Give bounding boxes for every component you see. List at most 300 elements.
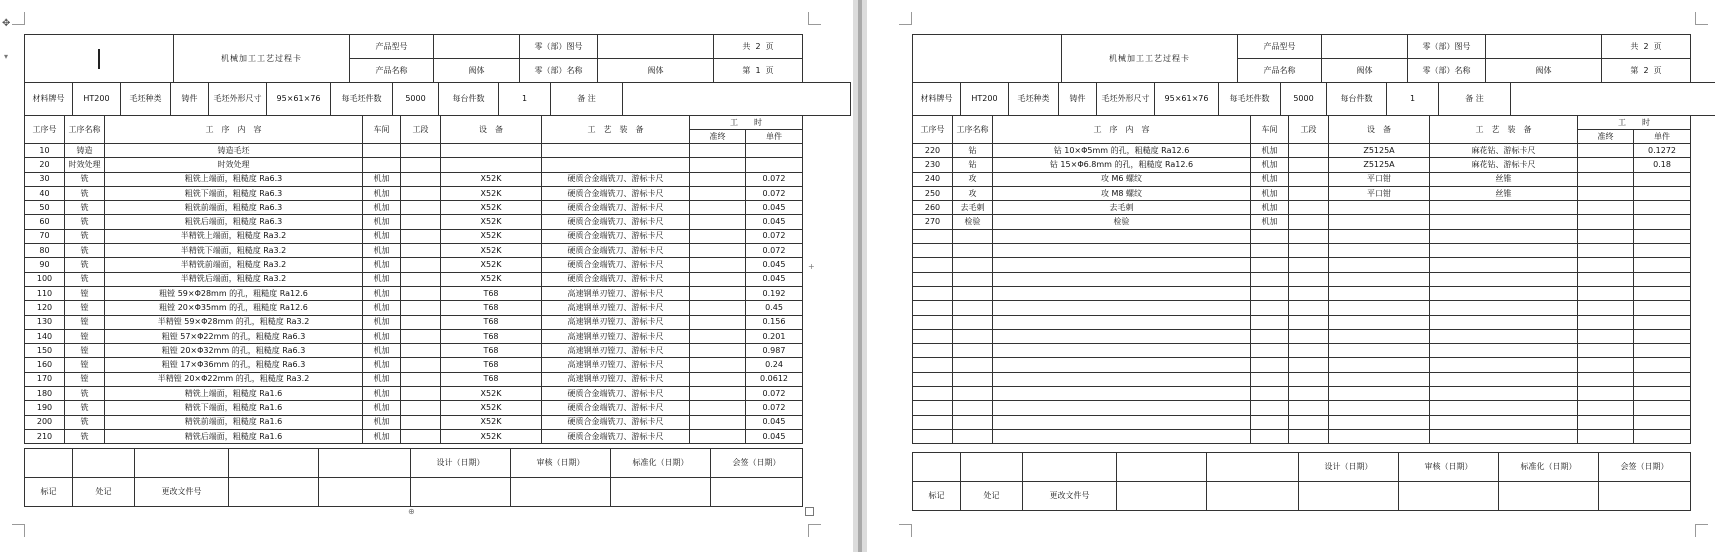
workshop-cell[interactable] [1251,344,1289,358]
blank-size-value[interactable]: 95×61×76 [267,83,331,116]
unit-time-cell[interactable] [1634,429,1691,443]
equipment-cell[interactable] [1329,315,1430,329]
prep-time-cell[interactable] [1578,258,1634,272]
tooling-cell[interactable]: 硬质合金端铣刀、游标卡尺 [542,272,690,286]
section-cell[interactable] [401,344,441,358]
op-content-cell[interactable]: 粗镗 57×Φ22mm 的孔，粗糙度 Ra6.3 [105,329,363,343]
op-name-cell[interactable]: 铣 [65,401,105,415]
op-no-cell[interactable]: 40 [25,186,65,200]
prep-time-cell[interactable] [690,329,746,343]
equipment-cell[interactable] [1329,387,1430,401]
section-cell[interactable] [1289,315,1329,329]
op-no-cell[interactable]: 200 [25,415,65,429]
workshop-cell[interactable] [1251,244,1289,258]
workshop-cell[interactable]: 机加 [363,415,401,429]
op-name-cell[interactable] [953,387,993,401]
logo-cell[interactable] [25,35,174,83]
op-name-cell[interactable]: 铣 [65,415,105,429]
workshop-cell[interactable] [1251,429,1289,443]
prep-time-cell[interactable] [1578,201,1634,215]
op-no-cell[interactable]: 180 [25,387,65,401]
insert-row-icon[interactable]: ⊕ [408,507,415,516]
op-content-cell[interactable]: 半精铣下端面，粗糙度 Ra3.2 [105,244,363,258]
equipment-cell[interactable]: T68 [441,329,542,343]
op-no-cell[interactable] [913,358,953,372]
section-cell[interactable] [1289,215,1329,229]
blank-type-value[interactable]: 铸件 [1059,83,1097,116]
prep-time-cell[interactable] [690,158,746,172]
equipment-cell[interactable] [1329,215,1430,229]
op-no-cell[interactable] [913,344,953,358]
sign-cell[interactable] [411,478,511,507]
sign-cell[interactable] [1299,482,1399,511]
tooling-cell[interactable]: 硬质合金端铣刀、游标卡尺 [542,244,690,258]
op-no-cell[interactable] [913,244,953,258]
workshop-cell[interactable]: 机加 [363,372,401,386]
workshop-cell[interactable] [1251,315,1289,329]
section-cell[interactable] [1289,329,1329,343]
workshop-cell[interactable] [1251,401,1289,415]
op-content-cell[interactable] [993,315,1251,329]
equipment-cell[interactable]: X52K [441,272,542,286]
op-name-cell[interactable]: 铸造 [65,144,105,158]
tooling-cell[interactable] [542,144,690,158]
op-name-cell[interactable]: 镗 [65,329,105,343]
tooling-cell[interactable] [1430,272,1578,286]
equipment-cell[interactable]: Z5125A [1329,158,1430,172]
prep-time-cell[interactable] [1578,229,1634,243]
unit-time-cell[interactable]: 0.072 [746,229,803,243]
section-cell[interactable] [401,329,441,343]
op-content-cell[interactable] [993,229,1251,243]
prep-time-cell[interactable] [690,401,746,415]
op-content-cell[interactable] [993,429,1251,443]
workshop-cell[interactable]: 机加 [363,315,401,329]
section-cell[interactable] [401,301,441,315]
equipment-cell[interactable] [1329,258,1430,272]
op-name-cell[interactable] [953,229,993,243]
section-cell[interactable] [401,401,441,415]
equipment-cell[interactable] [441,158,542,172]
pieces-per-blank-value[interactable]: 5000 [393,83,439,116]
table-resize-handle[interactable] [805,507,814,516]
prep-time-cell[interactable] [690,429,746,443]
tooling-cell[interactable]: 高速钢单刃镗刀、游标卡尺 [542,315,690,329]
prep-time-cell[interactable] [1578,372,1634,386]
tooling-cell[interactable] [1430,372,1578,386]
sign-cell[interactable] [1207,482,1299,511]
prep-time-cell[interactable] [690,315,746,329]
tooling-cell[interactable]: 麻花钻、游标卡尺 [1430,158,1578,172]
tooling-cell[interactable] [1430,215,1578,229]
equipment-cell[interactable] [1329,372,1430,386]
equipment-cell[interactable] [1329,358,1430,372]
tooling-cell[interactable] [1430,258,1578,272]
workshop-cell[interactable] [1251,329,1289,343]
prep-time-cell[interactable] [690,144,746,158]
op-name-cell[interactable]: 铣 [65,186,105,200]
sign-cell[interactable] [1207,453,1299,482]
op-no-cell[interactable]: 130 [25,315,65,329]
op-name-cell[interactable]: 铣 [65,387,105,401]
workshop-cell[interactable]: 机加 [363,244,401,258]
workshop-cell[interactable] [1251,229,1289,243]
workshop-cell[interactable]: 机加 [1251,158,1289,172]
op-content-cell[interactable]: 精铣下端面，粗糙度 Ra1.6 [105,401,363,415]
op-name-cell[interactable]: 检验 [953,215,993,229]
op-no-cell[interactable] [913,286,953,300]
unit-time-cell[interactable]: 0.1272 [1634,144,1691,158]
equipment-cell[interactable] [1329,344,1430,358]
op-name-cell[interactable] [953,244,993,258]
logo-cell[interactable] [913,35,1062,83]
op-content-cell[interactable]: 铸造毛坯 [105,144,363,158]
op-name-cell[interactable]: 攻 [953,186,993,200]
equipment-cell[interactable]: 平口钳 [1329,186,1430,200]
workshop-cell[interactable] [363,144,401,158]
workshop-cell[interactable]: 机加 [363,186,401,200]
prep-time-cell[interactable] [690,186,746,200]
part-name-value[interactable]: 阀体 [598,59,714,83]
op-no-cell[interactable]: 260 [913,201,953,215]
equipment-cell[interactable]: T68 [441,301,542,315]
section-cell[interactable] [401,201,441,215]
unit-time-cell[interactable]: 0.045 [746,415,803,429]
prep-time-cell[interactable] [690,301,746,315]
tooling-cell[interactable]: 硬质合金端铣刀、游标卡尺 [542,401,690,415]
blank-type-value[interactable]: 铸件 [171,83,209,116]
equipment-cell[interactable]: X52K [441,172,542,186]
equipment-cell[interactable]: T68 [441,372,542,386]
unit-time-cell[interactable] [1634,372,1691,386]
sign-cell[interactable] [229,478,319,507]
op-content-cell[interactable]: 半精镗 20×Φ22mm 的孔，粗糙度 Ra3.2 [105,372,363,386]
tooling-cell[interactable] [542,158,690,172]
equipment-cell[interactable] [1329,229,1430,243]
section-cell[interactable] [401,387,441,401]
sign-cell[interactable] [135,449,229,478]
section-cell[interactable] [1289,158,1329,172]
equipment-cell[interactable] [1329,201,1430,215]
op-content-cell[interactable] [993,358,1251,372]
workshop-cell[interactable] [1251,258,1289,272]
tooling-cell[interactable] [1430,229,1578,243]
sign-cell[interactable] [1499,482,1599,511]
op-no-cell[interactable]: 190 [25,401,65,415]
tooling-cell[interactable]: 硬质合金端铣刀、游标卡尺 [542,215,690,229]
op-content-cell[interactable]: 时效处理 [105,158,363,172]
unit-time-cell[interactable] [1634,387,1691,401]
op-no-cell[interactable] [913,301,953,315]
op-name-cell[interactable] [953,301,993,315]
prep-time-cell[interactable] [690,229,746,243]
op-name-cell[interactable]: 钻 [953,158,993,172]
section-cell[interactable] [1289,415,1329,429]
op-content-cell[interactable]: 半精铣前端面，粗糙度 Ra3.2 [105,258,363,272]
op-content-cell[interactable] [993,258,1251,272]
unit-time-cell[interactable]: 0.072 [746,186,803,200]
unit-time-cell[interactable] [746,144,803,158]
op-name-cell[interactable]: 镗 [65,372,105,386]
tooling-cell[interactable]: 高速钢单刃镗刀、游标卡尺 [542,372,690,386]
section-cell[interactable] [1289,358,1329,372]
workshop-cell[interactable]: 机加 [1251,215,1289,229]
workshop-cell[interactable]: 机加 [363,215,401,229]
equipment-cell[interactable]: X52K [441,429,542,443]
unit-time-cell[interactable] [1634,358,1691,372]
unit-time-cell[interactable] [1634,272,1691,286]
unit-time-cell[interactable] [1634,401,1691,415]
prep-time-cell[interactable] [690,358,746,372]
equipment-cell[interactable]: X52K [441,244,542,258]
op-no-cell[interactable]: 100 [25,272,65,286]
section-cell[interactable] [401,372,441,386]
tooling-cell[interactable] [1430,201,1578,215]
section-cell[interactable] [1289,201,1329,215]
workshop-cell[interactable]: 机加 [363,401,401,415]
section-cell[interactable] [1289,286,1329,300]
unit-time-cell[interactable] [1634,186,1691,200]
workshop-cell[interactable] [1251,415,1289,429]
pieces-per-blank-value[interactable]: 5000 [1281,83,1327,116]
op-content-cell[interactable]: 钻 15×Φ6.8mm 的孔，粗糙度 Ra12.6 [993,158,1251,172]
tooling-cell[interactable]: 硬质合金端铣刀、游标卡尺 [542,201,690,215]
op-no-cell[interactable]: 70 [25,229,65,243]
op-content-cell[interactable] [993,272,1251,286]
section-cell[interactable] [1289,229,1329,243]
prep-time-cell[interactable] [1578,186,1634,200]
op-name-cell[interactable]: 铣 [65,201,105,215]
unit-time-cell[interactable] [1634,344,1691,358]
op-name-cell[interactable]: 铣 [65,172,105,186]
section-cell[interactable] [1289,387,1329,401]
unit-time-cell[interactable] [1634,258,1691,272]
part-name-value[interactable]: 阀体 [1486,59,1602,83]
workshop-cell[interactable]: 机加 [363,172,401,186]
workshop-cell[interactable]: 机加 [1251,144,1289,158]
section-cell[interactable] [401,272,441,286]
tooling-cell[interactable] [1430,244,1578,258]
unit-time-cell[interactable] [1634,201,1691,215]
section-cell[interactable] [1289,372,1329,386]
sign-cell[interactable] [511,478,611,507]
unit-time-cell[interactable]: 0.24 [746,358,803,372]
section-cell[interactable] [401,229,441,243]
equipment-cell[interactable] [1329,244,1430,258]
op-content-cell[interactable] [993,372,1251,386]
op-name-cell[interactable] [953,372,993,386]
op-content-cell[interactable]: 攻 M6 螺纹 [993,172,1251,186]
unit-time-cell[interactable] [1634,415,1691,429]
equipment-cell[interactable]: X52K [441,186,542,200]
op-content-cell[interactable]: 半精铣上端面，粗糙度 Ra3.2 [105,229,363,243]
op-name-cell[interactable]: 铣 [65,429,105,443]
op-name-cell[interactable] [953,272,993,286]
prep-time-cell[interactable] [1578,429,1634,443]
equipment-cell[interactable]: T68 [441,286,542,300]
prep-time-cell[interactable] [690,372,746,386]
tooling-cell[interactable]: 硬质合金端铣刀、游标卡尺 [542,429,690,443]
prep-time-cell[interactable] [1578,301,1634,315]
op-name-cell[interactable]: 铣 [65,258,105,272]
unit-time-cell[interactable]: 0.045 [746,258,803,272]
workshop-cell[interactable]: 机加 [363,286,401,300]
op-no-cell[interactable]: 60 [25,215,65,229]
prep-time-cell[interactable] [1578,415,1634,429]
op-no-cell[interactable] [913,329,953,343]
op-name-cell[interactable]: 攻 [953,172,993,186]
section-cell[interactable] [1289,144,1329,158]
op-content-cell[interactable]: 粗铣前端面，粗糙度 Ra6.3 [105,201,363,215]
op-no-cell[interactable]: 120 [25,301,65,315]
equipment-cell[interactable] [1329,401,1430,415]
equipment-cell[interactable] [1329,429,1430,443]
op-no-cell[interactable] [913,372,953,386]
prep-time-cell[interactable] [690,201,746,215]
tooling-cell[interactable]: 麻花钻、游标卡尺 [1430,144,1578,158]
op-no-cell[interactable]: 160 [25,358,65,372]
section-cell[interactable] [401,415,441,429]
equipment-cell[interactable]: 平口钳 [1329,172,1430,186]
op-content-cell[interactable]: 粗铣上端面，粗糙度 Ra6.3 [105,172,363,186]
tooling-cell[interactable] [1430,358,1578,372]
op-no-cell[interactable] [913,401,953,415]
sign-cell[interactable] [73,449,135,478]
equipment-cell[interactable]: X52K [441,387,542,401]
equipment-cell[interactable]: T68 [441,358,542,372]
op-content-cell[interactable] [993,387,1251,401]
section-cell[interactable] [401,258,441,272]
op-no-cell[interactable]: 220 [913,144,953,158]
section-cell[interactable] [401,358,441,372]
workshop-cell[interactable] [1251,372,1289,386]
prep-time-cell[interactable] [1578,387,1634,401]
op-no-cell[interactable]: 150 [25,344,65,358]
op-name-cell[interactable]: 镗 [65,286,105,300]
prep-time-cell[interactable] [690,415,746,429]
tooling-cell[interactable] [1430,344,1578,358]
prep-time-cell[interactable] [690,344,746,358]
workshop-cell[interactable] [1251,358,1289,372]
prep-time-cell[interactable] [690,215,746,229]
tooling-cell[interactable]: 高速钢单刃镗刀、游标卡尺 [542,344,690,358]
op-no-cell[interactable]: 80 [25,244,65,258]
unit-time-cell[interactable]: 0.045 [746,201,803,215]
op-name-cell[interactable]: 镗 [65,344,105,358]
unit-time-cell[interactable] [1634,172,1691,186]
op-no-cell[interactable]: 50 [25,201,65,215]
tooling-cell[interactable]: 高速钢单刃镗刀、游标卡尺 [542,286,690,300]
unit-time-cell[interactable] [746,158,803,172]
op-no-cell[interactable]: 250 [913,186,953,200]
sign-cell[interactable] [1023,453,1117,482]
unit-time-cell[interactable] [1634,244,1691,258]
op-content-cell[interactable]: 精铣前端面，粗糙度 Ra1.6 [105,415,363,429]
op-content-cell[interactable]: 粗镗 17×Φ36mm 的孔，粗糙度 Ra6.3 [105,358,363,372]
op-no-cell[interactable]: 30 [25,172,65,186]
workshop-cell[interactable]: 机加 [1251,201,1289,215]
prep-time-cell[interactable] [1578,401,1634,415]
prep-time-cell[interactable] [690,387,746,401]
unit-time-cell[interactable] [1634,329,1691,343]
op-content-cell[interactable]: 半精铣后端面，粗糙度 Ra3.2 [105,272,363,286]
unit-time-cell[interactable]: 0.072 [746,387,803,401]
prep-time-cell[interactable] [690,286,746,300]
tooling-cell[interactable] [1430,429,1578,443]
tooling-cell[interactable]: 硬质合金端铣刀、游标卡尺 [542,258,690,272]
op-content-cell[interactable]: 半精镗 59×Φ28mm 的孔，粗糙度 Ra3.2 [105,315,363,329]
op-content-cell[interactable]: 去毛刺 [993,201,1251,215]
op-content-cell[interactable] [993,415,1251,429]
workshop-cell[interactable]: 机加 [363,229,401,243]
tooling-cell[interactable]: 高速钢单刃镗刀、游标卡尺 [542,358,690,372]
tooling-cell[interactable] [1430,301,1578,315]
workshop-cell[interactable] [1251,286,1289,300]
tooling-cell[interactable] [1430,401,1578,415]
unit-time-cell[interactable]: 0.072 [746,244,803,258]
tooling-cell[interactable] [1430,387,1578,401]
op-content-cell[interactable] [993,344,1251,358]
op-content-cell[interactable]: 攻 M8 螺纹 [993,186,1251,200]
op-no-cell[interactable] [913,315,953,329]
prep-time-cell[interactable] [690,172,746,186]
equipment-cell[interactable]: X52K [441,401,542,415]
op-name-cell[interactable] [953,315,993,329]
workshop-cell[interactable]: 机加 [363,201,401,215]
op-content-cell[interactable] [993,401,1251,415]
op-name-cell[interactable] [953,344,993,358]
part-drawing-no-value[interactable] [1486,35,1602,59]
section-cell[interactable] [401,158,441,172]
op-name-cell[interactable]: 镗 [65,358,105,372]
op-name-cell[interactable] [953,415,993,429]
sign-cell[interactable] [1117,453,1207,482]
section-cell[interactable] [401,172,441,186]
workshop-cell[interactable]: 机加 [363,429,401,443]
material-no-value[interactable]: HT200 [961,83,1009,116]
op-no-cell[interactable] [913,387,953,401]
section-cell[interactable] [401,215,441,229]
op-no-cell[interactable] [913,229,953,243]
op-name-cell[interactable] [953,286,993,300]
op-content-cell[interactable] [993,329,1251,343]
unit-time-cell[interactable]: 0.072 [746,401,803,415]
op-no-cell[interactable]: 230 [913,158,953,172]
op-no-cell[interactable]: 140 [25,329,65,343]
op-no-cell[interactable]: 10 [25,144,65,158]
sign-cell[interactable] [1117,482,1207,511]
tooling-cell[interactable]: 硬质合金端铣刀、游标卡尺 [542,387,690,401]
unit-time-cell[interactable]: 0.072 [746,172,803,186]
tooling-cell[interactable]: 高速钢单刃镗刀、游标卡尺 [542,329,690,343]
prep-time-cell[interactable] [690,272,746,286]
section-cell[interactable] [1289,186,1329,200]
unit-time-cell[interactable]: 0.45 [746,301,803,315]
tooling-cell[interactable]: 硬质合金端铣刀、游标卡尺 [542,229,690,243]
unit-time-cell[interactable]: 0.045 [746,429,803,443]
equipment-cell[interactable] [1329,301,1430,315]
op-name-cell[interactable]: 铣 [65,215,105,229]
equipment-cell[interactable]: Z5125A [1329,144,1430,158]
sign-cell[interactable] [1399,482,1499,511]
unit-time-cell[interactable]: 0.192 [746,286,803,300]
workshop-cell[interactable]: 机加 [363,387,401,401]
op-name-cell[interactable] [953,429,993,443]
section-cell[interactable] [1289,344,1329,358]
tooling-cell[interactable] [1430,315,1578,329]
tooling-cell[interactable]: 硬质合金端铣刀、游标卡尺 [542,172,690,186]
workshop-cell[interactable] [1251,301,1289,315]
